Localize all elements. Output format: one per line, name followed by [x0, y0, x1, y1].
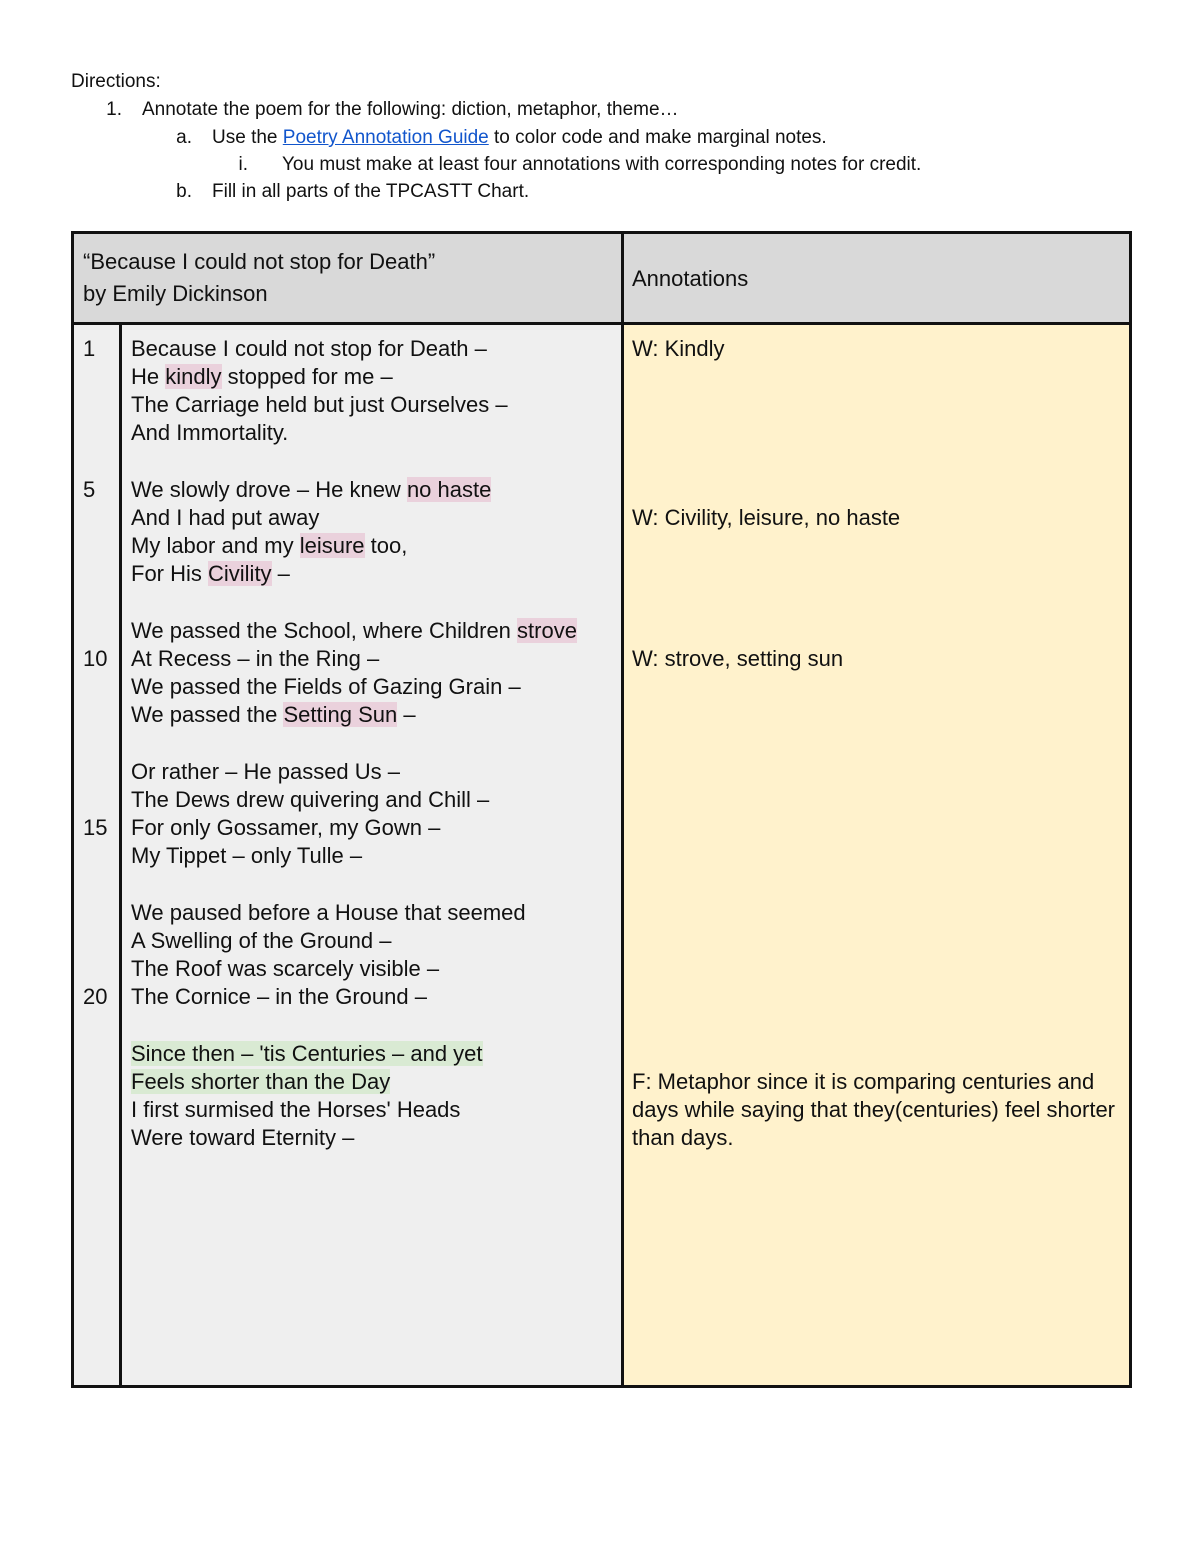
direction-item-a [212, 124, 827, 151]
list-marker-a: a. [176, 127, 192, 148]
poem-line-9 [131, 617, 577, 645]
annotation-2[interactable]: W: Civility, leisure, no haste [632, 505, 901, 530]
list-marker-i: i. [238, 154, 248, 175]
poem-text-fragment: – [397, 702, 416, 727]
poem-line-16: My Tippet – only Tulle – [131, 843, 363, 868]
diction-highlight: strove [517, 618, 577, 643]
line-number-10: 10 [83, 646, 108, 671]
annotation-4[interactable]: F: Metaphor since it is comparing centuries and days while saying that they(centuries) feel shorter than days. [632, 1069, 1116, 1150]
figurative-highlight: Feels shorter than the Day [131, 1069, 391, 1094]
poem-text-fragment: We slowly drove – He knew [131, 477, 407, 502]
figurative-highlight: Since then – 'tis Centuries – and yet [131, 1041, 483, 1066]
poem-line-4: And Immortality. [131, 420, 289, 445]
line-number-15: 15 [83, 815, 108, 840]
poem-line-2 [131, 363, 393, 391]
poem-line-22 [131, 1068, 390, 1096]
poem-text-fragment: He [131, 364, 166, 389]
poem-line-14: The Dews drew quivering and Chill – [131, 787, 490, 812]
direction-item-a-post: to color code and make marginal notes. [488, 127, 827, 148]
poem-line-7 [131, 532, 407, 560]
poem-line-20: The Cornice – in the Ground – [131, 984, 427, 1009]
poem-line-21 [131, 1040, 483, 1068]
direction-item-i: You must make at least four annotations with corresponding notes for credit. [282, 154, 922, 175]
poem-title: “Because I could not stop for Death” [83, 249, 436, 274]
poem-text-fragment: too, [364, 533, 408, 558]
poem-line-18: A Swelling of the Ground – [131, 928, 392, 953]
list-marker-1: 1. [106, 99, 122, 120]
poem-line-17: We paused before a House that seemed [131, 900, 526, 925]
poem-title-cell [83, 246, 435, 310]
poem-line-12 [131, 701, 416, 729]
directions-heading: Directions: [71, 71, 161, 92]
annotations-header: Annotations [632, 266, 749, 291]
direction-item-b: Fill in all parts of the TPCASTT Chart. [212, 181, 530, 202]
poem-line-3: The Carriage held but just Ourselves – [131, 392, 508, 417]
poem-text-fragment: We passed the [131, 702, 284, 727]
poem-line-11: We passed the Fields of Gazing Grain – [131, 674, 521, 699]
poem-text-fragment: For His [131, 561, 208, 586]
direction-item-1: Annotate the poem for the following: diction, metaphor, theme… [142, 99, 679, 120]
poem-text-fragment: – [271, 561, 290, 586]
diction-highlight: no haste [406, 477, 492, 502]
direction-item-a-pre: Use the [212, 127, 283, 148]
diction-highlight: kindly [165, 364, 222, 389]
poem-line-8 [131, 560, 290, 588]
line-number-20: 20 [83, 984, 108, 1009]
list-marker-b: b. [176, 181, 192, 202]
line-number-divider [119, 322, 122, 1385]
annotation-3[interactable]: W: strove, setting sun [632, 646, 844, 671]
poem-line-13: Or rather – He passed Us – [131, 759, 401, 784]
diction-highlight: Setting Sun [283, 702, 398, 727]
poem-line-19: The Roof was scarcely visible – [131, 956, 440, 981]
poem-text-fragment: We passed the School, where Children [131, 618, 518, 643]
line-number-5: 5 [83, 477, 96, 502]
poem-author: by Emily Dickinson [83, 281, 268, 306]
line-number-1: 1 [83, 336, 96, 361]
annotation-1[interactable]: W: Kindly [632, 336, 725, 361]
diction-highlight: Civility [208, 561, 272, 586]
poem-line-15: For only Gossamer, my Gown – [131, 815, 441, 840]
poem-line-6: And I had put away [131, 505, 320, 530]
poem-line-1: Because I could not stop for Death – [131, 336, 487, 361]
poem-line-23: I first surmised the Horses' Heads [131, 1097, 461, 1122]
column-divider [621, 234, 624, 1385]
poetry-annotation-guide-link[interactable]: Poetry Annotation Guide [282, 127, 489, 148]
poem-line-10: At Recess – in the Ring – [131, 646, 380, 671]
poem-line-5 [131, 476, 491, 504]
poem-text-fragment: stopped for me – [221, 364, 393, 389]
poem-line-24: Were toward Eternity – [131, 1125, 355, 1150]
poem-text-fragment: My labor and my [131, 533, 300, 558]
poem-annotation-table [71, 231, 1132, 1388]
diction-highlight: leisure [299, 533, 365, 558]
annotations-column[interactable] [624, 325, 1129, 1385]
